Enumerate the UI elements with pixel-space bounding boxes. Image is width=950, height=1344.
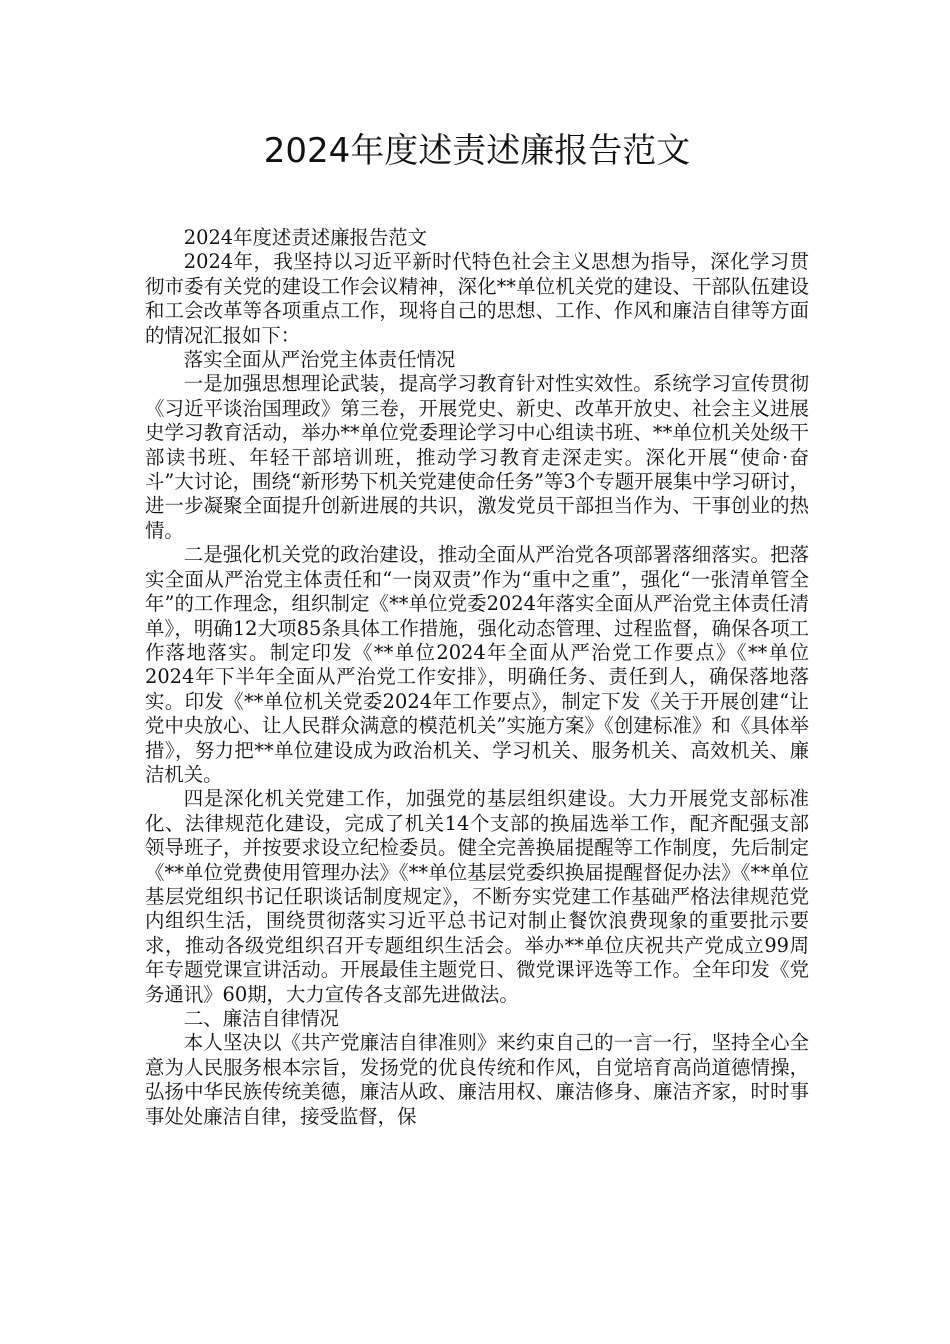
paragraph-intro: 2024年，我坚持以习近平新时代特色社会主义思想为指导，深化学习贯彻市委有关党的建设工作会议精神，深化**单位机关党的建设、干部队伍建设和工会改革等各项重点工作，现将自己的思想、工作、作风和廉洁自律等方面的情况汇报如下： — [145, 250, 809, 347]
section-heading-responsibility: 落实全面从严治党主体责任情况 — [183, 348, 456, 372]
paragraph-point-2: 二是强化机关党的政治建设，推动全面从严治党各项部署落细落实。把落实全面从严治党主体责任和“一岗双责”作为“重中之重”，强化“一张清单管全年”的工作理念，组织制定《**单位党委2024年落实全面从严治党主体责任清单》，明确12大项85条具体工作措施，强化动态管理、过程监督，确保各项工作落地落实。制定印发《**单位2024年全面从严治党工作要点》《**单位2024年下半年全面从严治党工作安排》，明确任务、责任到人，确保落地落实。印发《**单位机关党委2024年工作要点》，制定下发《关于开展创建“让党中央放心、让人民群众满意的模范机关”实施方案》《创建标准》和《具体举措》，努力把**单位建设成为政治机关、学习机关、服务机关、高效机关、廉洁机关。 — [145, 543, 809, 786]
body-subtitle: 2024年度述责述廉报告范文 — [183, 226, 428, 249]
paragraph-point-4: 四是深化机关党建工作，加强党的基层组织建设。大力开展党支部标准化、法律规范化建设，完成了机关14个支部的换届选举工作，配齐配强支部领导班子，并按要求设立纪检委员。健全完善换届提醒等工作制度，先后制定《**单位党费使用管理办法》《**单位基层党委织换届提醒督促办法》《**单位基层党组织书记任职谈话制度规定》，不断夯实党建工作基础严格法律规范党内组织生活，围绕贯彻落实习近平总书记对制止餐饮浪费现象的重要批示要求，推动各级党组织召开专题组织生活会。举办**单位庆祝共产党成立99周年专题党课宣讲活动。开展最佳主题党日、微党课评选等工作。全年印发《党务通讯》60期，大力宣传各支部先进做法。 — [145, 787, 809, 1006]
document-page — [145, 128, 809, 1129]
paragraph-integrity: 本人坚决以《共产党廉洁自律准则》来约束自己的一言一行，坚持全心全意为人民服务根本宗旨，发扬党的优良传统和作风，自觉培育高尚道德情操，弘扬中华民族传统美德，廉洁从政、廉洁用权、廉洁修身、廉洁齐家，时时事事处处廉洁自律，接受监督，保 — [145, 1031, 809, 1128]
document-body — [145, 226, 809, 1129]
section-heading-integrity: 二、廉洁自律情况 — [183, 1007, 339, 1030]
document-title: 2024年度述责述廉报告范文 — [263, 131, 691, 171]
paragraph-point-1: 一是加强思想理论武装，提高学习教育针对性实效性。系统学习宣传贯彻《习近平谈治国理政》第三卷，开展党史、新史、改革开放史、社会主义进展史学习教育活动，举办**单位党委理论学习中心组读书班、**单位机关处级干部读书班、年轻干部培训班，推动学习教育走深走实。深化开展“使命·奋斗”大讨论，围绕“新形势下机关党建使命任务”等3个专题开展集中学习研讨，进一步凝聚全面提升创新进展的共识，激发党员干部担当作为、干事创业的热情。 — [145, 372, 809, 542]
